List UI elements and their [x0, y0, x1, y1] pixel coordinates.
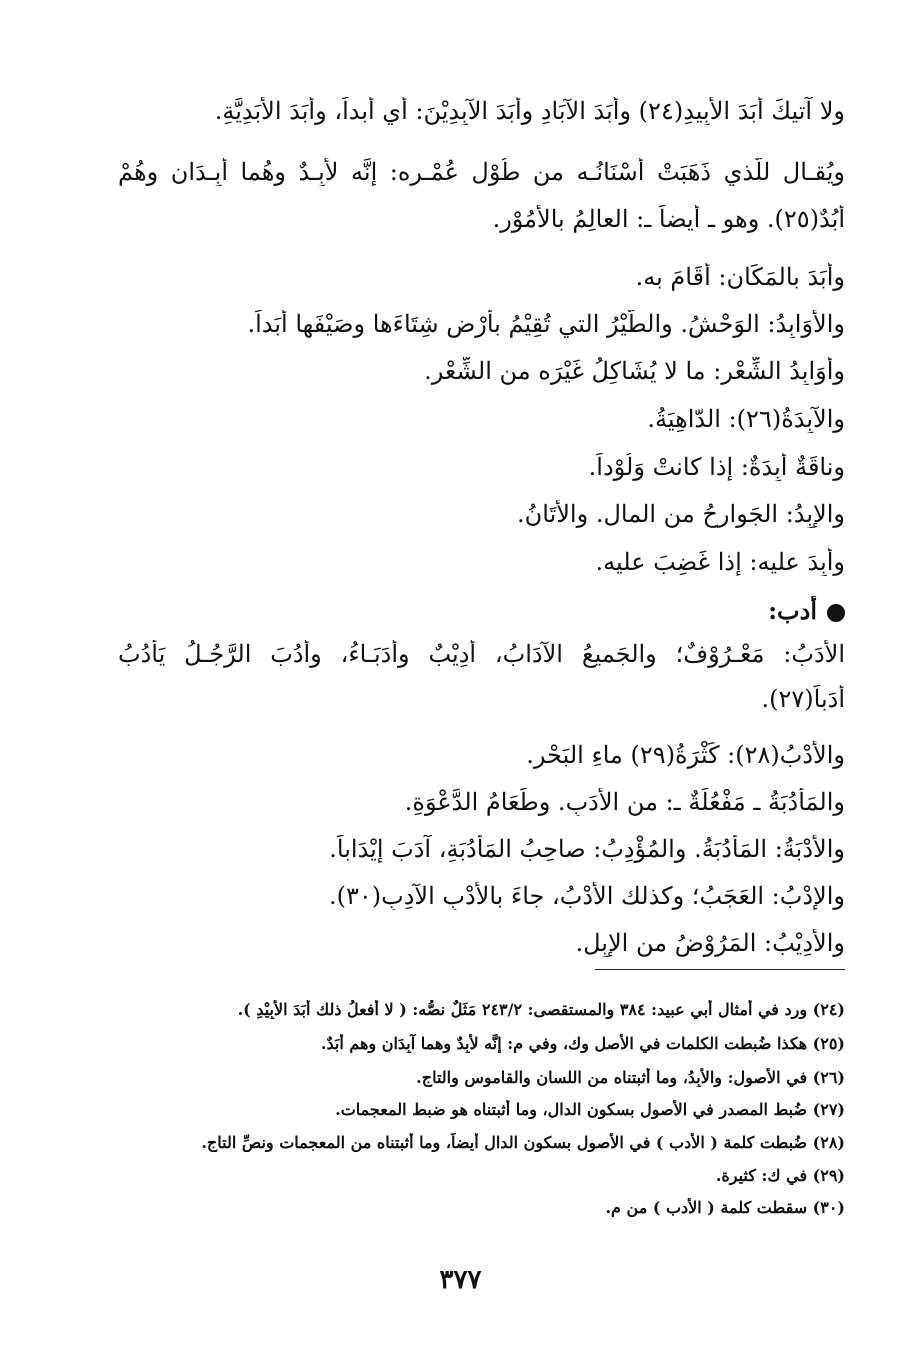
footnote-25: (٢٥) هكذا ضُبطت الكلمات في الأصل وك، وفي م: إنَّه لأبِدٌ وهما آبِدَانِ وهم أُبَدٌ.	[320, 1034, 845, 1053]
entry-line-abida: والآبِدَةُ(٢٦): الدّاهِيَةُ.	[647, 405, 845, 433]
entry-line-abada-makan: وأبَدَ بالمَكَانِ: أقَامَ به.	[635, 263, 845, 291]
footnote-28: (٢٨) ضُبطت كلمة ( الأدب ) في الأصول بسكون الدال أيضاً، وما أثبتناه من المعجمات ونصِّ التاج.	[201, 1133, 845, 1152]
page-number: ٣٧٧	[439, 1265, 482, 1295]
footnote-29: (٢٩) في ك: كثيرة.	[715, 1166, 845, 1185]
entry-line-awabid-shir: وأوَابِدُ الشِّعْرِ: ما لا يُشَاكِلُ غَيْرَه من الشِّعْرِ.	[424, 357, 845, 385]
entry-line-awabid: والأوَابِدُ: الوَحْشُ. والطَّيْرُ التي تُقِيْمُ بأرْضٍ شِتَاءَها وصَيْفَها أبَداً.	[247, 310, 845, 338]
entry-line-naqa: وناقَةٌ أبِدَةٌ: إذا كانتْ وَلُوْداً.	[588, 453, 845, 481]
entry-line-abad-abid: ولا آتيكَ أبَدَ الأبِيدِ(٢٤) وأبَدَ الآبَادِ وأبَدَ الآبِدِيْنَ: أي أبداً، وأبَدَ الأبَدِيَّةِ.	[214, 97, 845, 125]
section-heading-adab	[118, 596, 845, 625]
entry-line-idb: والإدْبُ: العَجَبُ؛ وكذلك الأدْبُ، جاءَ بالأدْبِ الآدِبِ(٣٠).	[328, 882, 845, 910]
entry-line-adab-maruf: الأدَبُ: مَعْـرُوْفٌ؛ والجَميعُ الآدَابُ، أدِيْبٌ وأُدَبَـاءُ، وأدُبَ الرَّجُـلُ يَأْدُبُ	[118, 640, 845, 668]
entry-line-abid-teeth: ويُقـال للّذي ذَهَبَتْ أسْنَانُـه من طُوْلِ عُمْـرِه: إنَّه لأبِـدٌ وهُما أبِـدَانِ وهُمْ	[118, 158, 845, 186]
footnote-30: (٣٠) سقطت كلمة ( الأدب ) من م.	[605, 1198, 845, 1217]
entry-line-udba: والأُدْبَةُ: المَأْدُبَةُ. والمُؤْدِبُ: صاحِبُ المَأْدُبَةِ، آدَبَ إيْدَاباً.	[329, 835, 845, 863]
entry-line-abida-alayh: وأبِدَ عليه: إذا غَضِبَ عليه.	[595, 548, 845, 576]
footnote-27: (٢٧) ضُبط المصدر في الأصول بسكون الدال، وما أثبتناه هو ضبط المعجمات.	[335, 1100, 845, 1119]
entry-line-adaban: أدَباً(٢٧).	[761, 685, 845, 713]
section-heading-label: أدب:	[768, 596, 817, 625]
footnote-26: (٢٦) في الأصول: والأبِدُ، وما أثبتناه من اللسان والقاموس والتاج.	[416, 1068, 845, 1087]
entry-line-abud: أبُدٌ(٢٥). وهو ـ أيضاً ـ: العالِمُ بالأُمُوْرِ.	[492, 205, 845, 233]
entry-line-adb-bahr: والأدْبُ(٢٨): كَثْرَةُ(٢٩) ماءِ البَحْرِ.	[526, 741, 845, 769]
footnote-divider	[595, 969, 845, 970]
entry-line-adib: والأدِيْبُ: المَرُوْضُ من الإبِلِ.	[575, 929, 845, 957]
footnote-24: (٢٤) ورد في أمثال أبي عبيد: ٣٨٤ والمستقصى: ٢٤٣/٢ مَثَلٌ نصُّه: ( لا أفعلُ ذلك أبَدَ الأبِيْدِ ).	[237, 1000, 845, 1019]
entry-line-madaba: والمَأْدُبَةُ ـ مَفْعُلَةٌ ـ: من الأدَبِ. وطَعَامُ الدَّعْوَةِ.	[404, 788, 845, 816]
bullet-icon	[827, 604, 845, 622]
entry-line-ibid: والإبِدُ: الجَوارِحُ من المالِ. والأتَانُ.	[517, 500, 845, 528]
